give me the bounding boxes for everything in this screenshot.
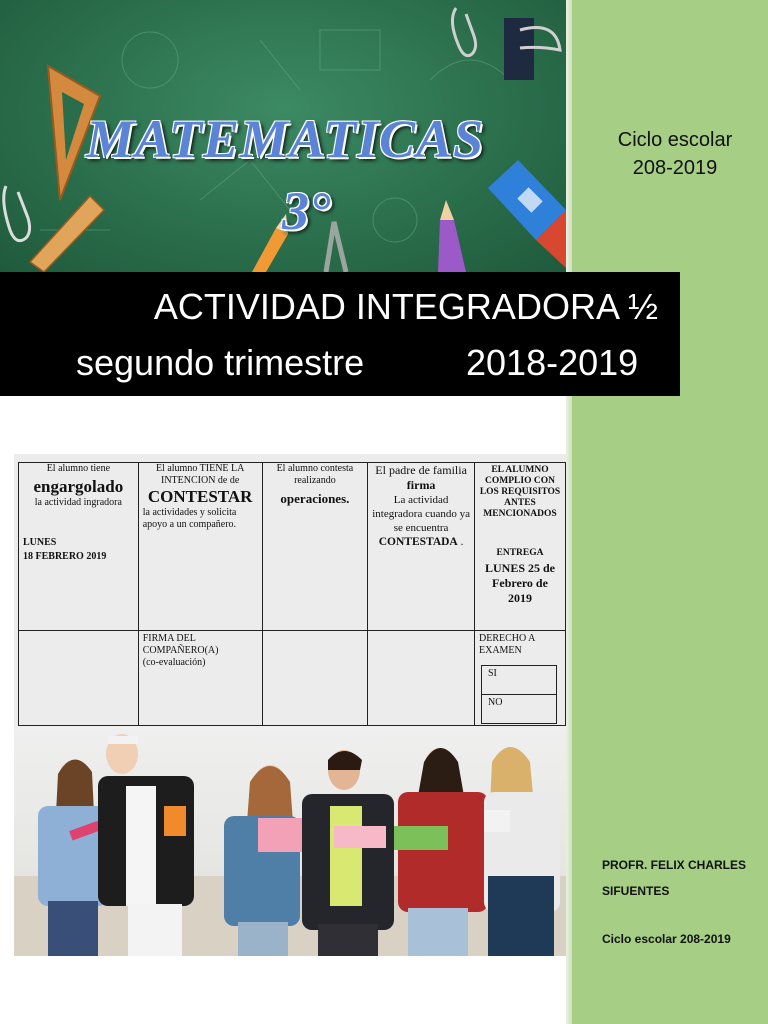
teacher-name: [602, 852, 762, 904]
criterion-bound: [19, 463, 139, 631]
criterion-key: engargolado: [33, 477, 124, 496]
exam-right-label: DERECHO A EXAMEN: [478, 633, 535, 656]
criterion-detail: la actividad ingradora: [34, 497, 122, 508]
subject-title: MATEMATICAS: [86, 109, 485, 169]
activity-subtitle: [76, 342, 639, 384]
criterion-answer: [138, 463, 262, 631]
exam-no-option[interactable]: NO: [481, 695, 556, 724]
teacher-name-line1: PROFR. FELIX CHARLES: [602, 858, 747, 872]
criterion-tail: .: [457, 536, 464, 548]
criterion-intro: El alumno tiene: [46, 463, 111, 474]
student-figure: [484, 747, 560, 956]
criterion-detail: La actividad integradora cuando ya se encuentra: [372, 494, 470, 534]
exam-right-cell: [474, 631, 565, 726]
header-banner: [0, 0, 566, 272]
due-day: LUNES: [23, 537, 57, 548]
criterion-intro: El alumno TIENE LA INTENCION de de: [155, 463, 245, 486]
criterion-detail: la actividades y solicita apoyo a un compañero.: [142, 507, 237, 530]
activity-title: ACTIVIDAD INTEGRADORA ½: [153, 286, 658, 327]
criterion-key: CONTESTAR: [147, 487, 253, 506]
due-date: 18 FEBRERO 2019: [23, 551, 107, 562]
school-cycle-years: 208-2019: [632, 157, 718, 179]
students-photo: [14, 726, 566, 956]
purple-pencil-icon: [438, 200, 466, 272]
exam-choice-table: [481, 665, 557, 724]
rubric-table: [18, 462, 566, 726]
criterion-intro: El padre de familia: [375, 463, 467, 477]
school-year: 2018-2019: [466, 342, 639, 383]
empty-cell: [19, 631, 139, 726]
requirements-note: EL ALUMNO COMPLIO CON LOS REQUISITOS ANTES MENCIONADOS: [479, 465, 561, 519]
paper-clip-top-icon: [452, 8, 475, 56]
eraser-icon: [488, 160, 566, 268]
peer-signature-label: FIRMA DEL COMPAÑERO(A): [142, 633, 219, 656]
table-row: [19, 631, 566, 726]
empty-cell: [262, 631, 368, 726]
ruler-icon: [30, 196, 104, 272]
empty-cell: [368, 631, 475, 726]
criterion-parent-signature: [368, 463, 475, 631]
criterion-intro: El alumno contesta realizando: [276, 463, 354, 486]
students-illustration: [14, 726, 566, 956]
criterion-operations: [262, 463, 368, 631]
criterion-key: operaciones.: [280, 491, 350, 506]
student-figure: [38, 759, 108, 956]
rubric-section: [14, 454, 566, 732]
activity-title-band: [0, 272, 680, 396]
grade-title: 3°: [282, 181, 331, 241]
school-cycle-footer: Ciclo escolar 208-2019: [602, 932, 731, 946]
teacher-name-line2: SIFUENTES: [602, 884, 670, 898]
paper-clip-icon: [4, 186, 30, 241]
delivery-date: LUNES 25 de Febrero de 2019: [484, 561, 555, 605]
delivery-label: ENTREGA: [496, 548, 544, 558]
binder-clip-icon: [504, 18, 560, 80]
exam-yes-option[interactable]: SI: [481, 666, 556, 695]
table-row: [19, 463, 566, 631]
criterion-requirements: [474, 463, 565, 631]
peer-signature-cell: [138, 631, 262, 726]
criterion-key: firma: [406, 478, 436, 492]
school-cycle: [590, 126, 760, 182]
trimester-label: segundo trimestre: [76, 342, 365, 383]
peer-evaluation-note: (co-evaluación): [142, 657, 206, 668]
student-figure: [302, 750, 394, 956]
school-cycle-label: Ciclo escolar: [617, 129, 733, 151]
criterion-key-answered: CONTESTADA: [378, 536, 458, 548]
